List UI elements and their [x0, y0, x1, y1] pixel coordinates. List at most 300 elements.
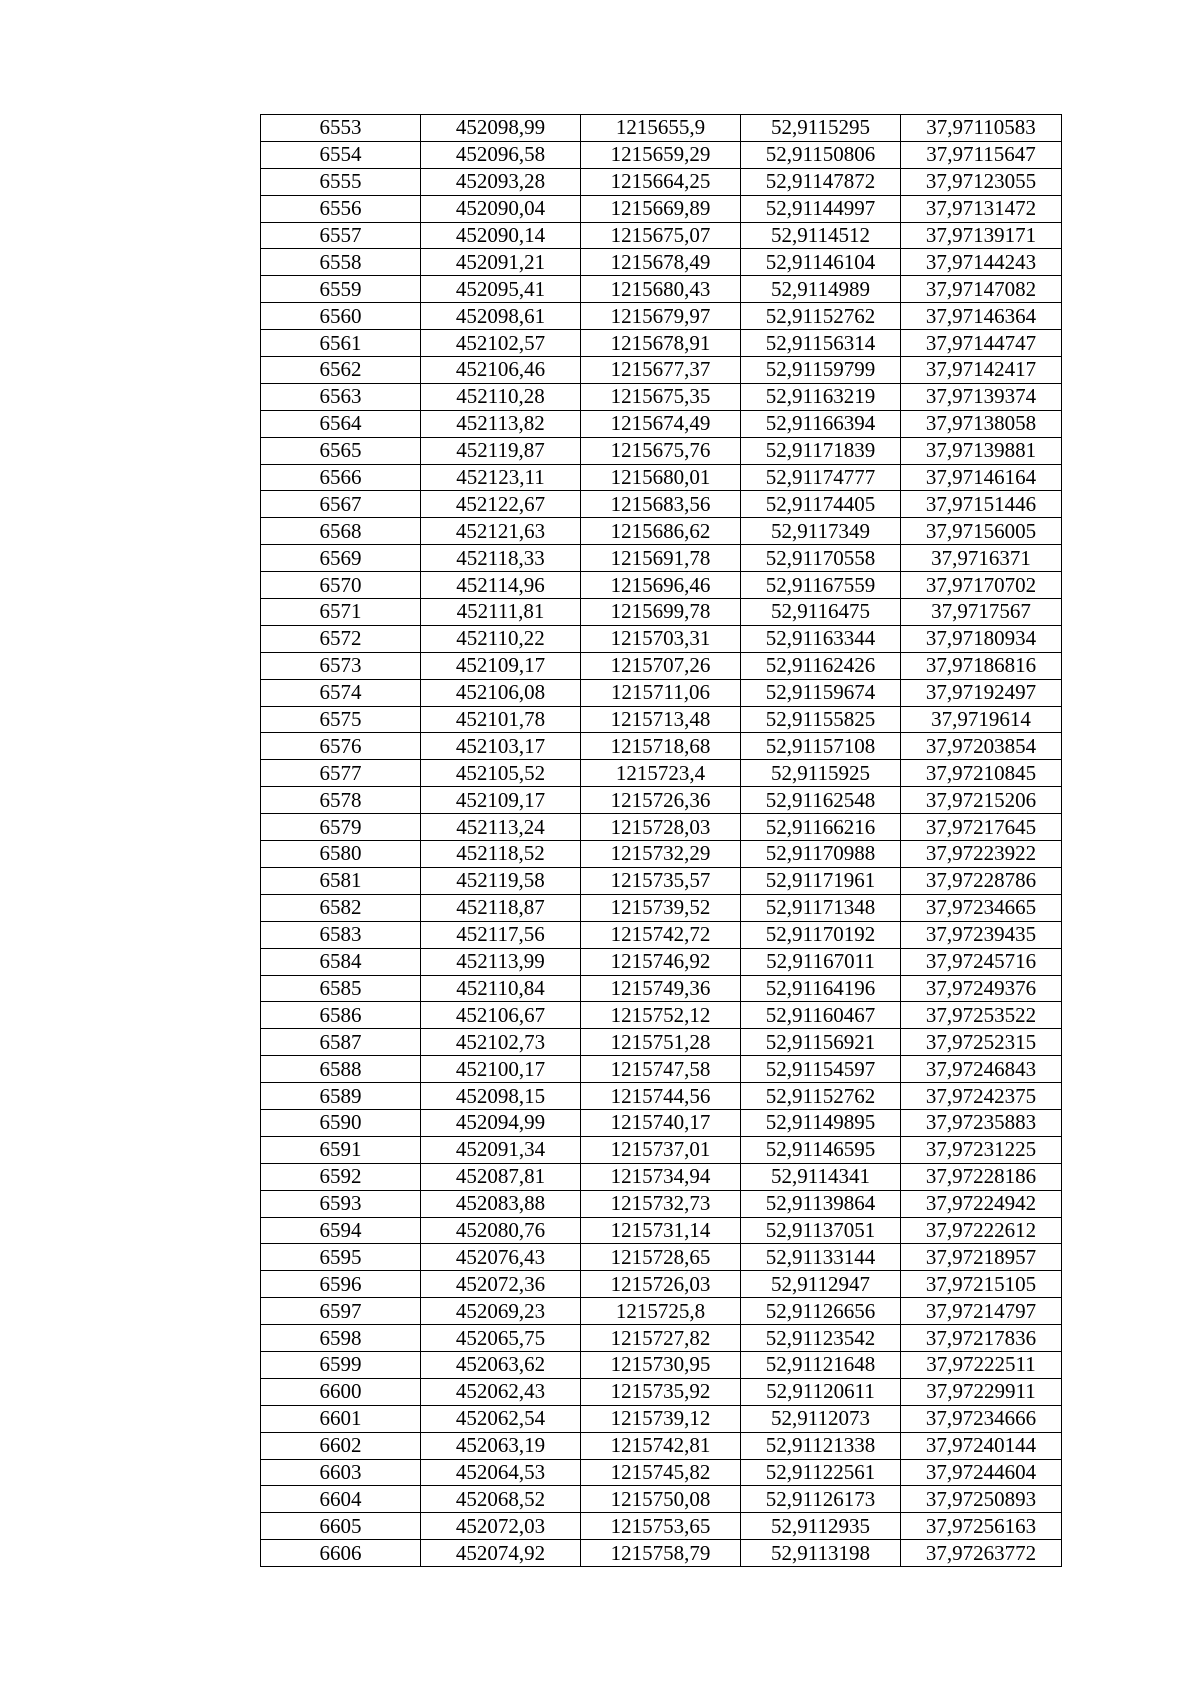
latitude-cell: 52,91167011	[741, 948, 901, 975]
point-number-cell: 6564	[261, 410, 421, 437]
table-row	[261, 545, 1062, 572]
point-number-cell: 6596	[261, 1271, 421, 1298]
latitude-cell: 52,91170192	[741, 921, 901, 948]
x-coordinate-cell: 452121,63	[421, 518, 581, 545]
y-coordinate-cell: 1215732,29	[581, 841, 741, 868]
y-coordinate-cell: 1215750,08	[581, 1486, 741, 1513]
x-coordinate-cell: 452102,73	[421, 1029, 581, 1056]
longitude-cell: 37,9716371	[901, 545, 1062, 572]
table-row	[261, 249, 1062, 276]
x-coordinate-cell: 452106,67	[421, 1002, 581, 1029]
y-coordinate-cell: 1215751,28	[581, 1029, 741, 1056]
x-coordinate-cell: 452062,43	[421, 1378, 581, 1405]
latitude-cell: 52,91159674	[741, 679, 901, 706]
y-coordinate-cell: 1215677,37	[581, 357, 741, 384]
longitude-cell: 37,97110583	[901, 115, 1062, 142]
x-coordinate-cell: 452096,58	[421, 141, 581, 168]
y-coordinate-cell: 1215669,89	[581, 195, 741, 222]
y-coordinate-cell: 1215735,92	[581, 1378, 741, 1405]
point-number-cell: 6599	[261, 1351, 421, 1378]
table-row	[261, 894, 1062, 921]
longitude-cell: 37,97139171	[901, 222, 1062, 249]
longitude-cell: 37,97144747	[901, 330, 1062, 357]
y-coordinate-cell: 1215745,82	[581, 1459, 741, 1486]
point-number-cell: 6557	[261, 222, 421, 249]
point-number-cell: 6588	[261, 1056, 421, 1083]
table-row	[261, 330, 1062, 357]
point-number-cell: 6573	[261, 652, 421, 679]
latitude-cell: 52,9117349	[741, 518, 901, 545]
longitude-cell: 37,97234666	[901, 1405, 1062, 1432]
table-row	[261, 1029, 1062, 1056]
table-row	[261, 1540, 1062, 1567]
y-coordinate-cell: 1215659,29	[581, 141, 741, 168]
point-number-cell: 6572	[261, 625, 421, 652]
table-row	[261, 276, 1062, 303]
point-number-cell: 6555	[261, 168, 421, 195]
coordinates-table-body	[261, 115, 1062, 1567]
point-number-cell: 6571	[261, 599, 421, 626]
longitude-cell: 37,97147082	[901, 276, 1062, 303]
latitude-cell: 52,91146104	[741, 249, 901, 276]
x-coordinate-cell: 452110,28	[421, 383, 581, 410]
y-coordinate-cell: 1215713,48	[581, 706, 741, 733]
latitude-cell: 52,91171839	[741, 437, 901, 464]
y-coordinate-cell: 1215723,4	[581, 760, 741, 787]
table-row	[261, 168, 1062, 195]
x-coordinate-cell: 452110,84	[421, 975, 581, 1002]
point-number-cell: 6590	[261, 1109, 421, 1136]
point-number-cell: 6602	[261, 1432, 421, 1459]
y-coordinate-cell: 1215739,52	[581, 894, 741, 921]
longitude-cell: 37,97180934	[901, 625, 1062, 652]
latitude-cell: 52,91156921	[741, 1029, 901, 1056]
table-row	[261, 491, 1062, 518]
y-coordinate-cell: 1215728,03	[581, 814, 741, 841]
latitude-cell: 52,9116475	[741, 599, 901, 626]
point-number-cell: 6591	[261, 1136, 421, 1163]
latitude-cell: 52,91126656	[741, 1298, 901, 1325]
table-row	[261, 222, 1062, 249]
table-row	[261, 1056, 1062, 1083]
table-row	[261, 599, 1062, 626]
y-coordinate-cell: 1215728,65	[581, 1244, 741, 1271]
x-coordinate-cell: 452091,21	[421, 249, 581, 276]
point-number-cell: 6597	[261, 1298, 421, 1325]
point-number-cell: 6577	[261, 760, 421, 787]
latitude-cell: 52,91166394	[741, 410, 901, 437]
longitude-cell: 37,97253522	[901, 1002, 1062, 1029]
point-number-cell: 6605	[261, 1513, 421, 1540]
table-row	[261, 1271, 1062, 1298]
latitude-cell: 52,91171961	[741, 867, 901, 894]
latitude-cell: 52,91139864	[741, 1190, 901, 1217]
table-row	[261, 625, 1062, 652]
x-coordinate-cell: 452093,28	[421, 168, 581, 195]
x-coordinate-cell: 452072,03	[421, 1513, 581, 1540]
longitude-cell: 37,97235883	[901, 1109, 1062, 1136]
x-coordinate-cell: 452087,81	[421, 1163, 581, 1190]
point-number-cell: 6578	[261, 787, 421, 814]
point-number-cell: 6592	[261, 1163, 421, 1190]
y-coordinate-cell: 1215731,14	[581, 1217, 741, 1244]
x-coordinate-cell: 452113,99	[421, 948, 581, 975]
point-number-cell: 6598	[261, 1325, 421, 1352]
point-number-cell: 6561	[261, 330, 421, 357]
latitude-cell: 52,91166216	[741, 814, 901, 841]
y-coordinate-cell: 1215726,36	[581, 787, 741, 814]
latitude-cell: 52,91155825	[741, 706, 901, 733]
table-row	[261, 1405, 1062, 1432]
y-coordinate-cell: 1215664,25	[581, 168, 741, 195]
y-coordinate-cell: 1215735,57	[581, 867, 741, 894]
x-coordinate-cell: 452072,36	[421, 1271, 581, 1298]
x-coordinate-cell: 452113,82	[421, 410, 581, 437]
latitude-cell: 52,9114989	[741, 276, 901, 303]
y-coordinate-cell: 1215749,36	[581, 975, 741, 1002]
latitude-cell: 52,9113198	[741, 1540, 901, 1567]
point-number-cell: 6581	[261, 867, 421, 894]
x-coordinate-cell: 452064,53	[421, 1459, 581, 1486]
longitude-cell: 37,97224942	[901, 1190, 1062, 1217]
table-row	[261, 733, 1062, 760]
longitude-cell: 37,97123055	[901, 168, 1062, 195]
x-coordinate-cell: 452068,52	[421, 1486, 581, 1513]
table-row	[261, 867, 1062, 894]
point-number-cell: 6558	[261, 249, 421, 276]
point-number-cell: 6576	[261, 733, 421, 760]
point-number-cell: 6580	[261, 841, 421, 868]
longitude-cell: 37,97240144	[901, 1432, 1062, 1459]
longitude-cell: 37,97239435	[901, 921, 1062, 948]
point-number-cell: 6603	[261, 1459, 421, 1486]
longitude-cell: 37,97144243	[901, 249, 1062, 276]
x-coordinate-cell: 452109,17	[421, 652, 581, 679]
x-coordinate-cell: 452091,34	[421, 1136, 581, 1163]
y-coordinate-cell: 1215718,68	[581, 733, 741, 760]
y-coordinate-cell: 1215744,56	[581, 1083, 741, 1110]
x-coordinate-cell: 452095,41	[421, 276, 581, 303]
x-coordinate-cell: 452098,15	[421, 1083, 581, 1110]
longitude-cell: 37,97229911	[901, 1378, 1062, 1405]
y-coordinate-cell: 1215699,78	[581, 599, 741, 626]
x-coordinate-cell: 452063,62	[421, 1351, 581, 1378]
y-coordinate-cell: 1215739,12	[581, 1405, 741, 1432]
table-row	[261, 1083, 1062, 1110]
latitude-cell: 52,91163219	[741, 383, 901, 410]
longitude-cell: 37,97234665	[901, 894, 1062, 921]
point-number-cell: 6585	[261, 975, 421, 1002]
table-row	[261, 1244, 1062, 1271]
longitude-cell: 37,97263772	[901, 1540, 1062, 1567]
x-coordinate-cell: 452105,52	[421, 760, 581, 787]
latitude-cell: 52,9112935	[741, 1513, 901, 1540]
y-coordinate-cell: 1215703,31	[581, 625, 741, 652]
x-coordinate-cell: 452083,88	[421, 1190, 581, 1217]
longitude-cell: 37,97228786	[901, 867, 1062, 894]
point-number-cell: 6594	[261, 1217, 421, 1244]
latitude-cell: 52,91152762	[741, 1083, 901, 1110]
longitude-cell: 37,97186816	[901, 652, 1062, 679]
x-coordinate-cell: 452109,17	[421, 787, 581, 814]
longitude-cell: 37,97245716	[901, 948, 1062, 975]
table-row	[261, 1432, 1062, 1459]
latitude-cell: 52,91160467	[741, 1002, 901, 1029]
longitude-cell: 37,97139374	[901, 383, 1062, 410]
latitude-cell: 52,91156314	[741, 330, 901, 357]
y-coordinate-cell: 1215696,46	[581, 572, 741, 599]
y-coordinate-cell: 1215727,82	[581, 1325, 741, 1352]
y-coordinate-cell: 1215711,06	[581, 679, 741, 706]
table-row	[261, 948, 1062, 975]
x-coordinate-cell: 452090,14	[421, 222, 581, 249]
longitude-cell: 37,97156005	[901, 518, 1062, 545]
longitude-cell: 37,97218957	[901, 1244, 1062, 1271]
latitude-cell: 52,9114341	[741, 1163, 901, 1190]
point-number-cell: 6566	[261, 464, 421, 491]
table-row	[261, 1298, 1062, 1325]
x-coordinate-cell: 452106,08	[421, 679, 581, 706]
x-coordinate-cell: 452063,19	[421, 1432, 581, 1459]
longitude-cell: 37,97222612	[901, 1217, 1062, 1244]
point-number-cell: 6559	[261, 276, 421, 303]
y-coordinate-cell: 1215691,78	[581, 545, 741, 572]
table-row	[261, 1109, 1062, 1136]
y-coordinate-cell: 1215740,17	[581, 1109, 741, 1136]
table-row	[261, 303, 1062, 330]
point-number-cell: 6604	[261, 1486, 421, 1513]
table-row	[261, 437, 1062, 464]
latitude-cell: 52,91162548	[741, 787, 901, 814]
longitude-cell: 37,97142417	[901, 357, 1062, 384]
x-coordinate-cell: 452094,99	[421, 1109, 581, 1136]
latitude-cell: 52,91137051	[741, 1217, 901, 1244]
longitude-cell: 37,97151446	[901, 491, 1062, 518]
point-number-cell: 6556	[261, 195, 421, 222]
x-coordinate-cell: 452106,46	[421, 357, 581, 384]
point-number-cell: 6570	[261, 572, 421, 599]
x-coordinate-cell: 452103,17	[421, 733, 581, 760]
x-coordinate-cell: 452062,54	[421, 1405, 581, 1432]
table-row	[261, 814, 1062, 841]
longitude-cell: 37,97115647	[901, 141, 1062, 168]
latitude-cell: 52,91146595	[741, 1136, 901, 1163]
y-coordinate-cell: 1215730,95	[581, 1351, 741, 1378]
table-row	[261, 1002, 1062, 1029]
x-coordinate-cell: 452122,67	[421, 491, 581, 518]
table-row	[261, 652, 1062, 679]
y-coordinate-cell: 1215752,12	[581, 1002, 741, 1029]
longitude-cell: 37,97210845	[901, 760, 1062, 787]
table-row	[261, 1217, 1062, 1244]
longitude-cell: 37,97139881	[901, 437, 1062, 464]
longitude-cell: 37,9719614	[901, 706, 1062, 733]
y-coordinate-cell: 1215726,03	[581, 1271, 741, 1298]
point-number-cell: 6569	[261, 545, 421, 572]
table-row	[261, 679, 1062, 706]
latitude-cell: 52,9114512	[741, 222, 901, 249]
latitude-cell: 52,91121648	[741, 1351, 901, 1378]
latitude-cell: 52,9112947	[741, 1271, 901, 1298]
point-number-cell: 6593	[261, 1190, 421, 1217]
x-coordinate-cell: 452113,24	[421, 814, 581, 841]
table-row	[261, 921, 1062, 948]
longitude-cell: 37,9717567	[901, 599, 1062, 626]
longitude-cell: 37,97223922	[901, 841, 1062, 868]
x-coordinate-cell: 452119,58	[421, 867, 581, 894]
latitude-cell: 52,91123542	[741, 1325, 901, 1352]
x-coordinate-cell: 452098,99	[421, 115, 581, 142]
point-number-cell: 6595	[261, 1244, 421, 1271]
y-coordinate-cell: 1215734,94	[581, 1163, 741, 1190]
longitude-cell: 37,97146164	[901, 464, 1062, 491]
longitude-cell: 37,97249376	[901, 975, 1062, 1002]
table-row	[261, 706, 1062, 733]
longitude-cell: 37,97250893	[901, 1486, 1062, 1513]
y-coordinate-cell: 1215753,65	[581, 1513, 741, 1540]
x-coordinate-cell: 452118,33	[421, 545, 581, 572]
y-coordinate-cell: 1215678,49	[581, 249, 741, 276]
longitude-cell: 37,97217836	[901, 1325, 1062, 1352]
latitude-cell: 52,91149895	[741, 1109, 901, 1136]
x-coordinate-cell: 452076,43	[421, 1244, 581, 1271]
table-row	[261, 1486, 1062, 1513]
y-coordinate-cell: 1215742,72	[581, 921, 741, 948]
point-number-cell: 6579	[261, 814, 421, 841]
latitude-cell: 52,91121338	[741, 1432, 901, 1459]
latitude-cell: 52,91171348	[741, 894, 901, 921]
y-coordinate-cell: 1215758,79	[581, 1540, 741, 1567]
x-coordinate-cell: 452098,61	[421, 303, 581, 330]
x-coordinate-cell: 452118,87	[421, 894, 581, 921]
x-coordinate-cell: 452118,52	[421, 841, 581, 868]
y-coordinate-cell: 1215686,62	[581, 518, 741, 545]
x-coordinate-cell: 452080,76	[421, 1217, 581, 1244]
y-coordinate-cell: 1215746,92	[581, 948, 741, 975]
y-coordinate-cell: 1215725,8	[581, 1298, 741, 1325]
table-row	[261, 760, 1062, 787]
latitude-cell: 52,91133144	[741, 1244, 901, 1271]
latitude-cell: 52,91144997	[741, 195, 901, 222]
y-coordinate-cell: 1215737,01	[581, 1136, 741, 1163]
y-coordinate-cell: 1215680,01	[581, 464, 741, 491]
table-row	[261, 1513, 1062, 1540]
longitude-cell: 37,97203854	[901, 733, 1062, 760]
latitude-cell: 52,91174405	[741, 491, 901, 518]
y-coordinate-cell: 1215655,9	[581, 115, 741, 142]
point-number-cell: 6586	[261, 1002, 421, 1029]
table-row	[261, 410, 1062, 437]
latitude-cell: 52,91164196	[741, 975, 901, 1002]
table-row	[261, 787, 1062, 814]
point-number-cell: 6567	[261, 491, 421, 518]
point-number-cell: 6601	[261, 1405, 421, 1432]
table-row	[261, 1136, 1062, 1163]
x-coordinate-cell: 452069,23	[421, 1298, 581, 1325]
table-row	[261, 841, 1062, 868]
x-coordinate-cell: 452102,57	[421, 330, 581, 357]
latitude-cell: 52,91163344	[741, 625, 901, 652]
longitude-cell: 37,97228186	[901, 1163, 1062, 1190]
y-coordinate-cell: 1215674,49	[581, 410, 741, 437]
y-coordinate-cell: 1215747,58	[581, 1056, 741, 1083]
table-row	[261, 1378, 1062, 1405]
coordinates-table	[260, 114, 1062, 1567]
longitude-cell: 37,97214797	[901, 1298, 1062, 1325]
longitude-cell: 37,97215105	[901, 1271, 1062, 1298]
table-row	[261, 1163, 1062, 1190]
x-coordinate-cell: 452119,87	[421, 437, 581, 464]
point-number-cell: 6562	[261, 357, 421, 384]
point-number-cell: 6600	[261, 1378, 421, 1405]
y-coordinate-cell: 1215679,97	[581, 303, 741, 330]
longitude-cell: 37,97138058	[901, 410, 1062, 437]
longitude-cell: 37,97244604	[901, 1459, 1062, 1486]
x-coordinate-cell: 452110,22	[421, 625, 581, 652]
latitude-cell: 52,91174777	[741, 464, 901, 491]
y-coordinate-cell: 1215742,81	[581, 1432, 741, 1459]
latitude-cell: 52,91170988	[741, 841, 901, 868]
table-row	[261, 195, 1062, 222]
latitude-cell: 52,91157108	[741, 733, 901, 760]
x-coordinate-cell: 452100,17	[421, 1056, 581, 1083]
table-row	[261, 464, 1062, 491]
table-row	[261, 975, 1062, 1002]
point-number-cell: 6575	[261, 706, 421, 733]
point-number-cell: 6589	[261, 1083, 421, 1110]
table-row	[261, 141, 1062, 168]
longitude-cell: 37,97252315	[901, 1029, 1062, 1056]
latitude-cell: 52,91122561	[741, 1459, 901, 1486]
longitude-cell: 37,97146364	[901, 303, 1062, 330]
point-number-cell: 6582	[261, 894, 421, 921]
latitude-cell: 52,91167559	[741, 572, 901, 599]
point-number-cell: 6560	[261, 303, 421, 330]
point-number-cell: 6568	[261, 518, 421, 545]
longitude-cell: 37,97256163	[901, 1513, 1062, 1540]
x-coordinate-cell: 452074,92	[421, 1540, 581, 1567]
y-coordinate-cell: 1215675,76	[581, 437, 741, 464]
latitude-cell: 52,9112073	[741, 1405, 901, 1432]
y-coordinate-cell: 1215675,07	[581, 222, 741, 249]
latitude-cell: 52,91120611	[741, 1378, 901, 1405]
table-row	[261, 518, 1062, 545]
latitude-cell: 52,91147872	[741, 168, 901, 195]
longitude-cell: 37,97222511	[901, 1351, 1062, 1378]
point-number-cell: 6606	[261, 1540, 421, 1567]
longitude-cell: 37,97242375	[901, 1083, 1062, 1110]
point-number-cell: 6574	[261, 679, 421, 706]
point-number-cell: 6554	[261, 141, 421, 168]
x-coordinate-cell: 452065,75	[421, 1325, 581, 1352]
x-coordinate-cell: 452117,56	[421, 921, 581, 948]
x-coordinate-cell: 452090,04	[421, 195, 581, 222]
longitude-cell: 37,97192497	[901, 679, 1062, 706]
y-coordinate-cell: 1215680,43	[581, 276, 741, 303]
y-coordinate-cell: 1215678,91	[581, 330, 741, 357]
x-coordinate-cell: 452111,81	[421, 599, 581, 626]
latitude-cell: 52,9115925	[741, 760, 901, 787]
longitude-cell: 37,97131472	[901, 195, 1062, 222]
point-number-cell: 6583	[261, 921, 421, 948]
x-coordinate-cell: 452123,11	[421, 464, 581, 491]
latitude-cell: 52,91150806	[741, 141, 901, 168]
table-row	[261, 383, 1062, 410]
x-coordinate-cell: 452114,96	[421, 572, 581, 599]
latitude-cell: 52,9115295	[741, 115, 901, 142]
longitude-cell: 37,97231225	[901, 1136, 1062, 1163]
point-number-cell: 6563	[261, 383, 421, 410]
